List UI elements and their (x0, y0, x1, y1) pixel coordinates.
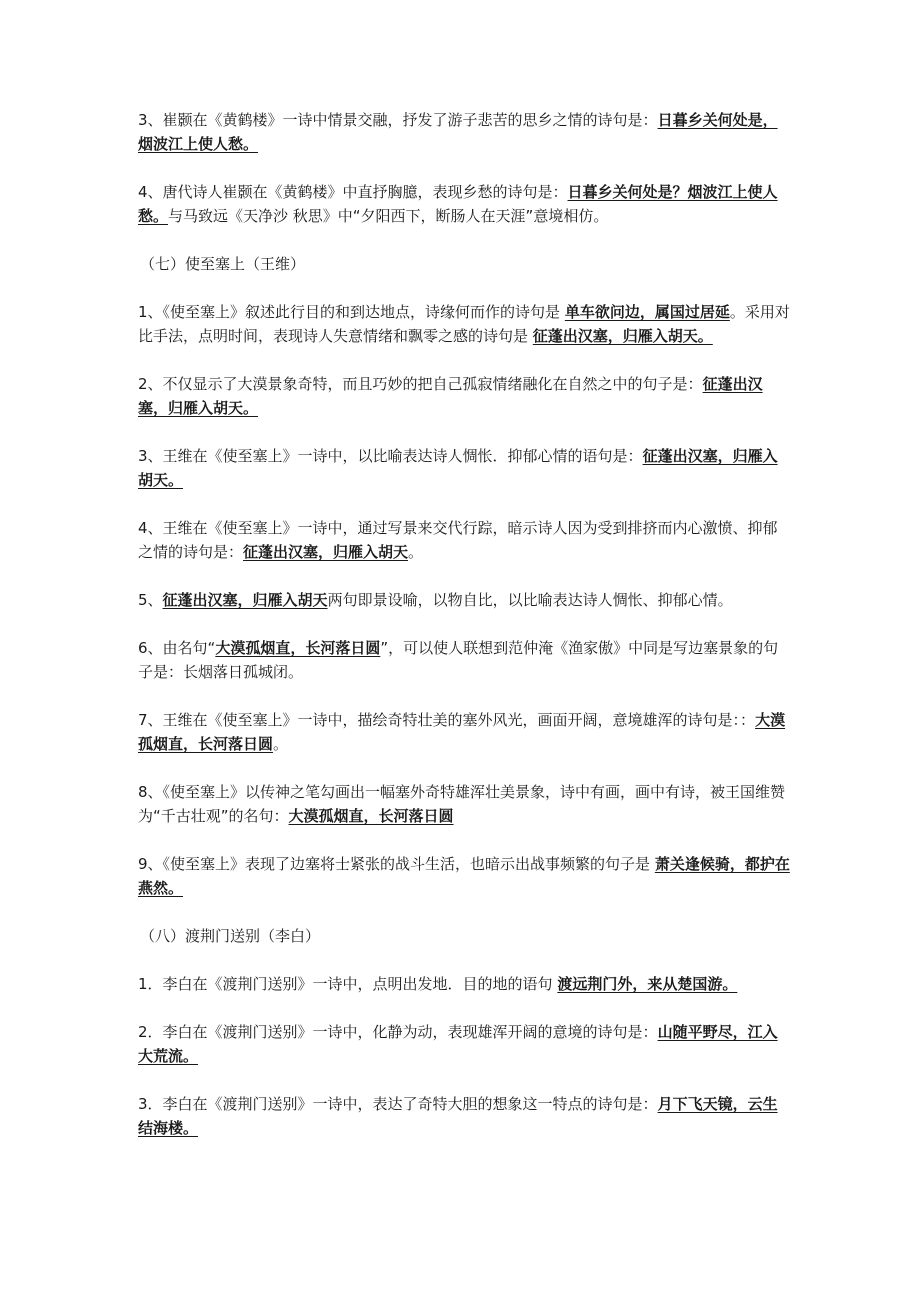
question-item (138, 780, 792, 828)
question-text: ”，可以使人联想到范仲淹《渔家傲》中同是写边塞景象的句子是：长烟落日孤城闭。 (138, 639, 779, 681)
answer-text: 山随平野尽，江入大荒流。 (138, 1023, 778, 1065)
question-item (138, 180, 792, 228)
document-page (138, 108, 792, 1140)
question-text: 9、《使至塞上》表现了边塞将士紧张的战斗生活，也暗示出战事频繁的句子是 (138, 855, 655, 873)
question-text: 。 (408, 543, 424, 561)
question-item (138, 372, 792, 420)
question-text: 与马致远《天净沙 秋思》中“夕阳西下，断肠人在天涯”意境相仿。 (168, 207, 609, 225)
question-item (138, 708, 792, 756)
question-text: （八）渡荆门送别（李白） (140, 927, 321, 945)
answer-text: 日暮乡关何处是？烟波江上使人愁。 (138, 183, 778, 225)
question-item (138, 852, 792, 900)
question-text: （七）使至塞上（王维） (140, 255, 306, 273)
answer-text: 大漠孤烟直，长河落日圆 (138, 711, 786, 753)
answer-text: 征蓬出汉塞，归雁入胡天。 (532, 327, 713, 345)
question-text: 8、《使至塞上》以传神之笔勾画出一幅塞外奇特雄浑壮美景象，诗中有画，画中有诗，被王国维赞为“千古壮观”的名句： (138, 783, 786, 825)
question-item (138, 972, 792, 996)
question-item (138, 516, 792, 564)
answer-text: 大漠孤烟直，长河落日圆 (215, 639, 381, 657)
answer-text: 大漠孤烟直，长河落日圆 (288, 807, 454, 825)
answer-text: 渡远荆门外，来从楚国游。 (557, 975, 738, 993)
answer-text: 征蓬出汉塞，归雁入胡天。 (138, 447, 778, 489)
question-text: 3、王维在《使至塞上》一诗中，以比喻表达诗人惆怅．抑郁心情的语句是： (138, 447, 643, 465)
question-item (138, 1020, 792, 1068)
question-text: 7、王维在《使至塞上》一诗中，描绘奇特壮美的塞外风光，画面开阔，意境雄浑的诗句是：： (138, 711, 756, 729)
question-text: 2、不仅显示了大漠景象奇特，而且巧妙的把自己孤寂情绪融化在自然之中的句子是： (138, 375, 703, 393)
question-item (138, 1092, 792, 1140)
answer-text: 单车欲问边，属国过居延 (564, 303, 730, 321)
answer-text: 征蓬出汉塞，归雁入胡天 (162, 591, 328, 609)
answer-text: 日暮乡关何处是，烟波江上使人愁。 (138, 111, 778, 153)
question-text: 6、由名句“ (138, 639, 216, 657)
section-heading (138, 924, 792, 948)
question-text: 3．李白在《渡荆门送别》一诗中，表达了奇特大胆的想象这一特点的诗句是： (138, 1095, 658, 1113)
question-text: 4、王维在《使至塞上》一诗中，通过写景来交代行踪，暗示诗人因为受到排挤而内心激愤、抑郁之情的诗句是： (138, 519, 778, 561)
question-text: 4、唐代诗人崔颢在《黄鹤楼》中直抒胸臆，表现乡愁的诗句是： (138, 183, 568, 201)
question-item (138, 444, 792, 492)
question-text: 1、《使至塞上》叙述此行目的和到达地点，诗缘何而作的诗句是 (138, 303, 565, 321)
question-text: 3、崔颢在《黄鹤楼》一诗中情景交融，抒发了游子悲苦的思乡之情的诗句是： (138, 111, 658, 129)
question-text: 。采用对比手法，点明时间，表现诗人失意情绪和飘零之感的诗句是 (138, 303, 790, 345)
question-text: 两句即景设喻，以物自比，以比喻表达诗人惆怅、抑郁心情。 (327, 591, 733, 609)
question-text: 2．李白在《渡荆门送别》一诗中，化静为动，表现雄浑开阔的意境的诗句是： (138, 1023, 658, 1041)
section-heading (138, 252, 792, 276)
question-item (138, 636, 792, 684)
answer-text: 征蓬出汉塞，归雁入胡天 (243, 543, 409, 561)
answer-text: 征蓬出汉塞，归雁入胡天。 (138, 375, 763, 417)
question-text: 5、 (138, 591, 163, 609)
answer-text: 月下飞天镜，云生结海楼。 (138, 1095, 778, 1137)
question-text: 。 (273, 735, 289, 753)
question-item (138, 588, 792, 612)
answer-text: 萧关逢候骑，都护在燕然。 (138, 855, 790, 897)
question-item (138, 108, 792, 156)
question-text: 1．李白在《渡荆门送别》一诗中，点明出发地．目的地的语句 (138, 975, 558, 993)
question-item (138, 300, 792, 348)
